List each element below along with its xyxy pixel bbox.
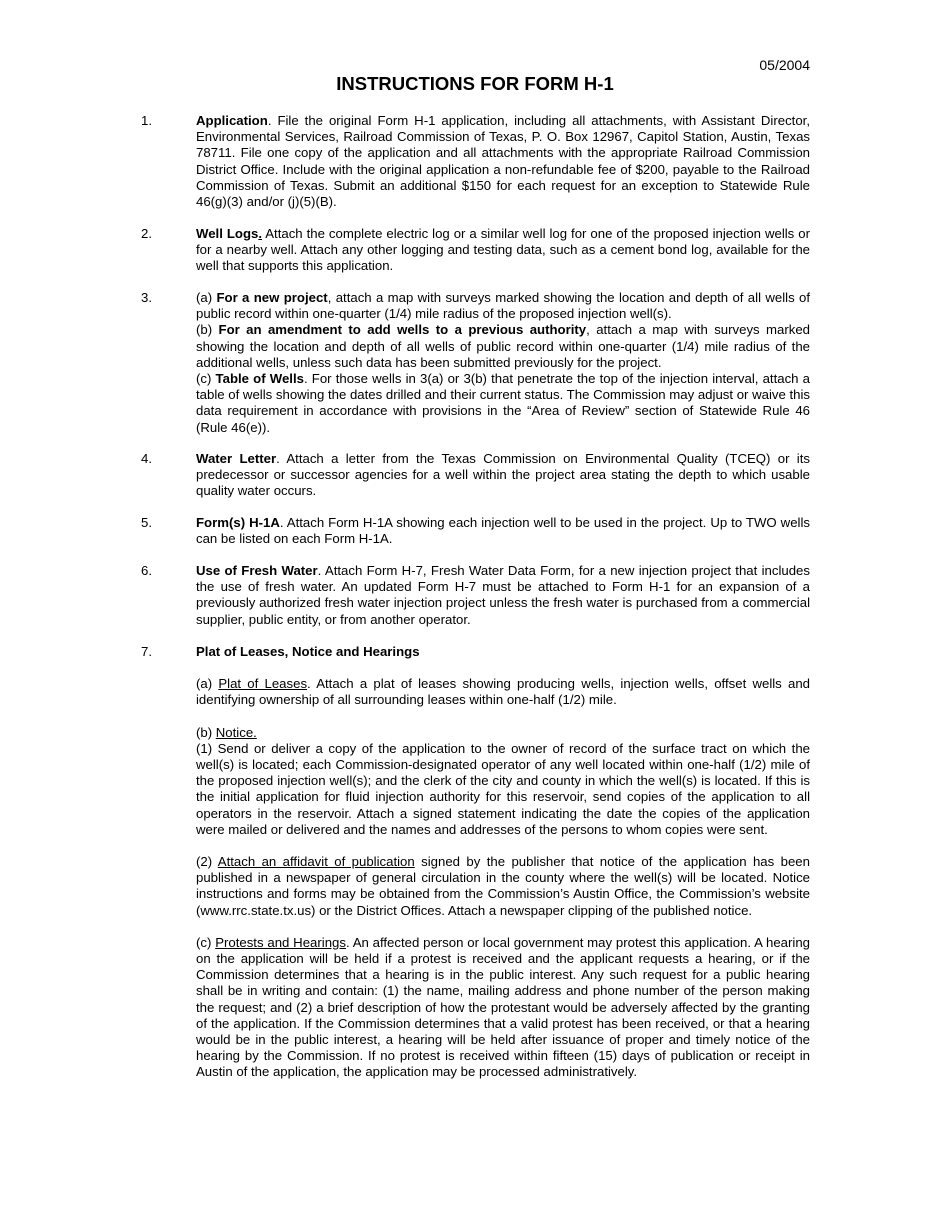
item-heading-period: .: [258, 226, 263, 241]
item-body: [196, 644, 810, 1081]
item-heading: Well Logs: [196, 226, 259, 241]
item-heading: Form(s) H-1A: [196, 515, 280, 530]
subitem-protests-and-hearings: (c) Protests and Hearings. An affected person or local government may protest this application. A hearing on the application will be held if a protest is received and the applicant requests a hearing, or if the Commission determines that a hearing is in the public interest. Any such request for a public hearing shall be in writing and contain: (1) the name, mailing address and phone number of the person making the request; and (2) a brief description of how the protestant would be adversely affected by the granting of the application. If the Commission determines that a valid protest has been received, or that a hearing would be in the public interest, a hearing will be held after issuance of proper and timely notice of the hearing by the Commission. If no protest is received within fifteen (15) days of publication or receipt in Austin of the application, the application may be processed administratively.: [196, 934, 810, 1080]
item-text: . Attach a letter from the Texas Commission on Environmental Quality (TCEQ) or its predecessor or successor agencies for a well within the project area stating the depth to which usable quality water occurs.: [196, 451, 810, 499]
item-body: [196, 226, 810, 275]
item-number: 5.: [141, 515, 152, 530]
subitem-heading: Attach an affidavit of publication: [217, 854, 415, 870]
item-text: . Attach Form H-1A showing each injection well to be used in the project. Up to TWO wells can be listed on each Form H-1A.: [196, 515, 810, 547]
subitem-c: (c) Table of Wells. For those wells in 3(a) or 3(b) that penetrate the top of the injection interval, attach a table of wells showing the dates drilled and their current status. The Commission may adjust or waive this data requirement in accordance with provisions in the “Area of Review” section of Statewide Rule 46 (Rule 46(e)).: [196, 371, 810, 435]
subitem-b: (b) For an amendment to add wells to a previous authority, attach a map with surveys marked showing the location and depth of all wells of public record within one-quarter (1/4) mile radius of the additional wells, unless such data has been submitted previously for the project.: [196, 322, 811, 370]
subitem-heading: Table of Wells: [215, 371, 304, 387]
item-number: 1.: [141, 113, 152, 128]
item-body: [196, 113, 810, 210]
item-number: 4.: [141, 451, 152, 466]
subitem-heading: Plat of Leases: [218, 676, 308, 692]
subitem-heading: Notice.: [215, 724, 257, 740]
item-body: [196, 451, 810, 500]
revision-date: 05/2004: [759, 57, 810, 73]
subitem-heading: Protests and Hearings: [215, 934, 346, 950]
item-number: 7.: [141, 644, 152, 659]
item-heading: Plat of Leases, Notice and Hearings: [196, 644, 420, 659]
item-number: 6.: [141, 563, 152, 578]
page-title: INSTRUCTIONS FOR FORM H-1: [336, 73, 614, 94]
item-heading: Application: [196, 113, 268, 128]
subitem-notice: (b) Notice.: [196, 724, 257, 740]
item-text: . File the original Form H-1 application, including all attachments, with Assistant Director, Environmental Services, Railroad Commission of Texas, P. O. Box 12967, Capitol Station, Austin, Texas 78711. File one copy of the application and all attachments with the appropriate Railroad Commission District Office. Include with the original application a non-refundable fee of $200, payable to the Railroad Commission of Texas. Submit an additional $150 for each request for an exception to Statewide Rule 46(g)(3) and/or (j)(5)(B).: [196, 113, 810, 210]
subitem-heading: For a new project: [216, 290, 328, 305]
item-body: [196, 290, 810, 436]
item-heading: Water Letter: [196, 451, 277, 466]
item-number: 3.: [141, 290, 152, 305]
notice-paragraph-2: (2) Attach an affidavit of publication signed by the publisher that notice of the application has been published in a newspaper of general circulation in the county where the well(s) will be located. Notice instructions and forms may be obtained from the Commission’s Austin Office, the Commission’s website (www.rrc.state.tx.us) or the District Offices. Attach a newspaper clipping of the published notice.: [196, 854, 810, 918]
item-body: [196, 515, 810, 547]
subitem-a: (a) For a new project, attach a map with surveys marked showing the location and depth of all wells of public record within one-quarter (1/4) mile radius of the proposed injection well(s).: [196, 290, 811, 322]
notice-paragraph-1: (1) Send or deliver a copy of the application to the owner of record of the surface tract on which the well(s) is located; each Commission-designated operator of any well located within one-half (1/2) mile of the proposed injection well(s); and the clerk of the city and county in which the well(s) is located. If this is the initial application for fluid injection authority for this reservoir, send copies of the application to all operators in the reservoir. Attach a signed statement indicating the date the copies of the application were mailed or delivered and the names and addresses of the persons to whom copies were sent.: [196, 740, 810, 837]
item-text: Attach the complete electric log or a similar well log for one of the proposed injection wells or for a nearby well. Attach any other logging and testing data, such as a cement bond log, available for the well that supports this application.: [196, 226, 810, 274]
subitem-heading: For an amendment to add wells to a previous authority: [218, 322, 587, 338]
item-number: 2.: [141, 226, 152, 241]
subitem-plat-of-leases: (a) Plat of Leases. Attach a plat of leases showing producing wells, injection wells, offset wells and identifying ownership of all surrounding leases within one-half (1/2) mile.: [196, 676, 810, 708]
item-heading: Use of Fresh Water: [196, 563, 318, 578]
item-body: [196, 563, 810, 628]
item-text: . Attach Form H-7, Fresh Water Data Form, for a new injection project that includes the use of fresh water. An updated Form H-7 must be attached to Form H-1 for an expansion of a previously authorized fresh water injection project unless the fresh water is purchased from a commercial supplier, public entity, or from another operator.: [196, 563, 810, 627]
